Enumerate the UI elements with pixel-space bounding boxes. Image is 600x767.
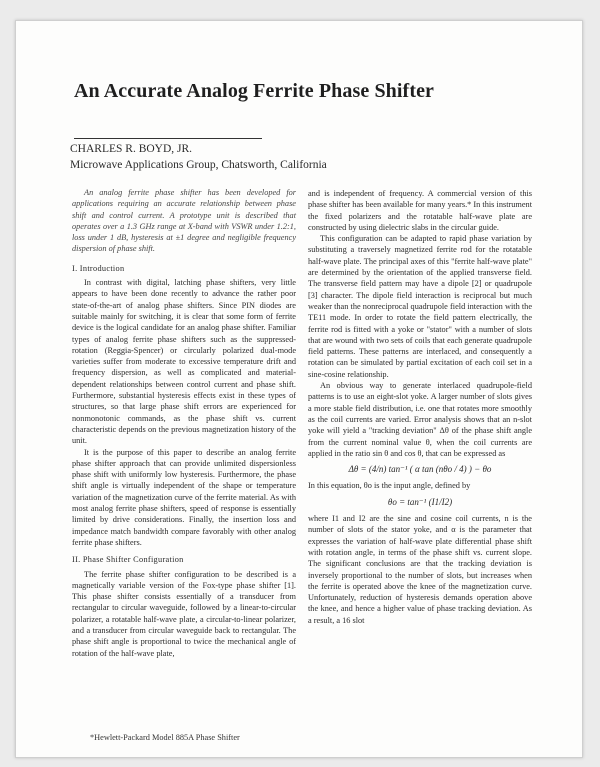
paragraph: where I1 and I2 are the sine and cosine coil currents, n is the number of slots of the stator yoke, and α is the parameter that expresses the variation of half-wave plate differential phase shift with rotation angle, in terms of the phase shift vs. current slope. The significant conclusions are that the tracking deviation is inversely proportional to the number of slots, but increases when the ferrite is operated above the knee of the magnetization curve. Unfortunately, reduction of hysteresis demands operation above the knee, and hence a higher value of phase tracking deviation. As a result, a 16 slot (308, 514, 532, 625)
paragraph: An obvious way to generate interlaced quadrupole-field patterns is to use an eight-slot yoke. A larger number of slots gives a more stable field distribution, i.e. one that rotates more smoothly as the coil currents are varied. Error analysis shows that an n-slot yoke will yield a "tracking deviation" Δθ of the phase shift angle from the current nominal value θ, when the coil currents are applied in the ratio sin θ and cos θ, that can be expressed as (308, 381, 532, 458)
footnote: *Hewlett-Packard Model 885A Phase Shifter (90, 733, 240, 742)
author-name: CHARLES R. BOYD, JR. (70, 143, 193, 155)
paragraph: In contrast with digital, latching phase shifters, very little appears to have been done recently to advance the rather poor state-of-the-art of analog phase shifters. Since PIN diodes are suitable mainly for switching, it is clear that some form of ferrite device is the logical candidate for an analog phase shifter. Familiar types of analog ferrite phase shifters such as the suppressed-rotation (Reggia-Spencer) or circularly polarized dual-mode varieties suffer from moderate to excessive temperature drift and frequency dispersion, as well as complicated and material-dependent relationships between control current and phase shift. Furthermore, substantial hysteresis effects exist in these types of structures, so that large phase shift errors are experienced for nonmonotonic commands, as the phase shift vs. current characteristic depends on the previous magnetization history of the unit. (72, 278, 296, 446)
right-column (308, 188, 532, 626)
section-heading-introduction: I. Introduction (72, 263, 125, 273)
paper-page (15, 20, 583, 758)
section-heading-configuration: II. Phase Shifter Configuration (72, 555, 184, 565)
paragraph: The ferrite phase shifter configuration to be described is a magnetically variable version of the Fox-type phase shifter [1]. This phase shifter consists essentially of a transducer from rectangular to circular waveguide, followed by a linear-to-circular polarizer, a rotatable half-wave plate, a circular-to-linear polarizer, and a transducer from circular waveguide back to rectangular. The phase shift angle is proportional to twice the mechanical angle of rotation of the half-wave plate, (72, 569, 296, 658)
paper-title: An Accurate Analog Ferrite Phase Shifter (74, 80, 435, 102)
equation-tracking-deviation: Δθ = (4/n) tan⁻¹ ( α tan (nθo / 4) ) − θo (348, 464, 492, 475)
author-affiliation: Microwave Applications Group, Chatsworth, California (70, 159, 327, 171)
paragraph: It is the purpose of this paper to describe an analog ferrite phase shifter approach that can provide unlimited dispersionless phase shift with uniformly low hysteresis. Furthermore, the phase shift angle is virtually independent of the shape or temperature variation of the magnetization curve of the ferrite material. As with most analog ferrite phase shifters, speed of response is essentially limited by drive considerations. Finally, the insertion loss and impedance match bandwidth compare favorably with other analog ferrite phase shifters. (72, 447, 296, 547)
paragraph: and is independent of frequency. A commercial version of this phase shifter has been available for many years.* In this instrument the fixed polarizers and the rotatable half-wave plate are constructed by using dielectric slabs in the circular guide. (308, 189, 532, 232)
title-divider (74, 138, 262, 139)
equation-input-angle: θo = tan⁻¹ (I1/I2) (387, 496, 453, 507)
abstract: An analog ferrite phase shifter has been developed for applications requiring an accurate relationship between phase shift and control current. A prototype unit is described that operates over a 1.3 GHz range at X-band with VSWR under 1.2:1, loss under 1 dB, hysteresis at ±1 degree and negligible frequency dispersion of phase shift. (72, 188, 296, 254)
paragraph: In this equation, θo is the input angle, defined by (308, 481, 471, 491)
paragraph: This configuration can be adapted to rapid phase variation by substituting a traversely magnetized ferrite rod for the rotatable half-wave plate. The principal axes of this "ferrite half-wave plate" are determined by the orientation of the applied transverse field. The transverse field pattern may have a dipole [2] or quadrupole [3] character. The dipole field interaction is reciprocal but much weaker than the nonreciprocal quadrupole field interaction with the TE11 mode. In order to rotate the field pattern electrically, the ferrite rod is fitted with a yoke or "stator" with a number of slots that are wound with two sets of coils that each generate quadrupole field patterns. These patterns are interlaced, and consequently a rotation can be simulated by partial excitation of each coil set in a sine-cosine relationship. (308, 234, 532, 379)
left-column (72, 187, 296, 659)
